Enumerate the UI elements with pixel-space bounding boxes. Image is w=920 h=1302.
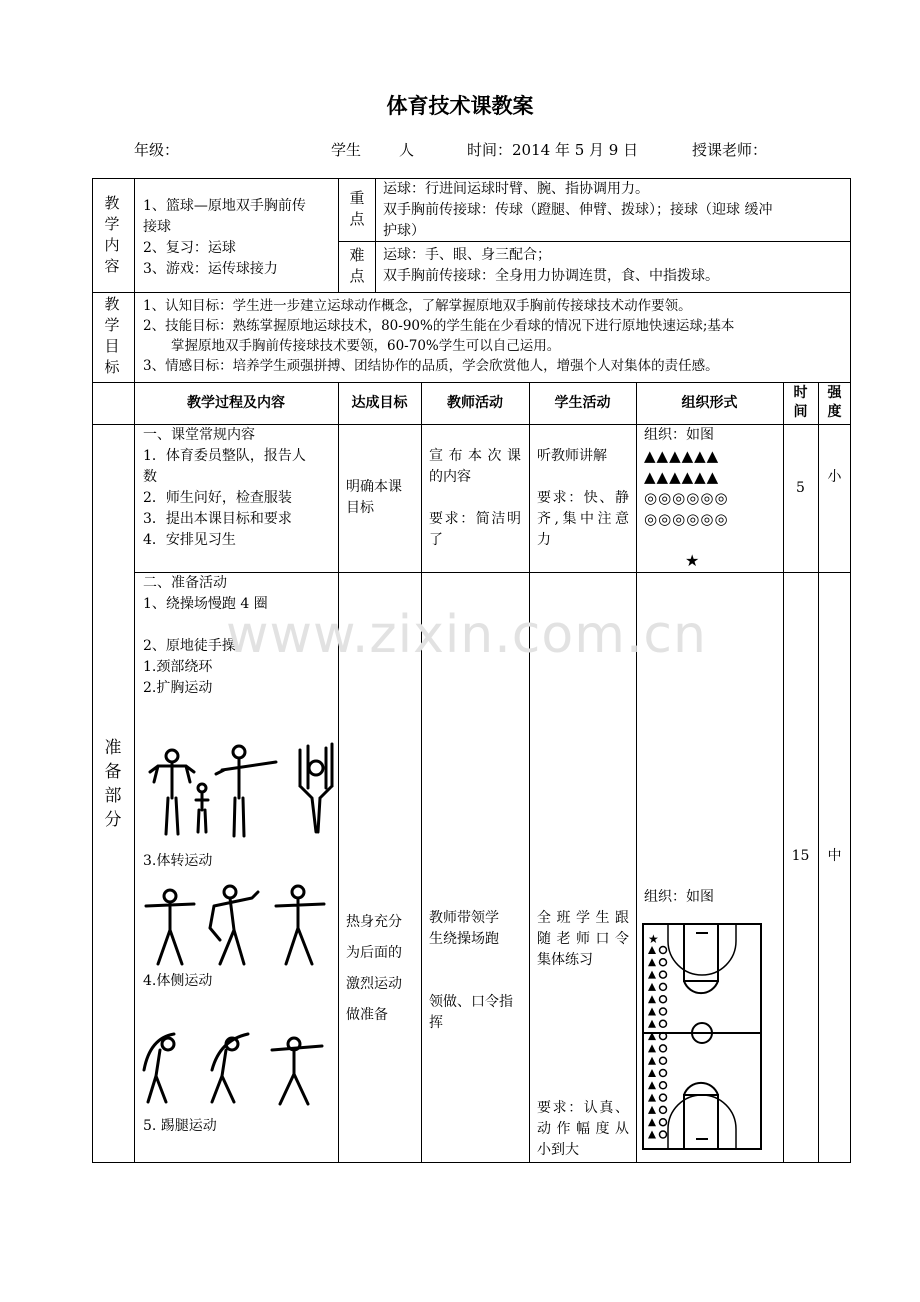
step-side-bend: 4.体侧运动 bbox=[143, 973, 213, 989]
header-time: 时 间 bbox=[793, 385, 808, 420]
warmup-student: 全班学生跟 随老师口令 集体练习 bbox=[537, 910, 629, 968]
player-circle-icon bbox=[660, 959, 667, 966]
player-triangle-icon bbox=[648, 1106, 656, 1114]
rule bbox=[134, 178, 135, 1163]
objectives-text: 1、认知目标：学生进一步建立运球动作概念，了解掌握原地双手胸前传接球技术动作要领。 2、技能目标：熟练掌握原地运球技术，80-90%的学生能在少看球的情况下进行原地快速运球;基本 掌握原地双手胸前传接球技术要领，60-70%学生可以自己运用。 3、情感目标：培养学生顽强拼搏、团结协作的品质，学会欣赏他人，增强个人对集体的责任感。 bbox=[143, 298, 735, 374]
warmup-process: 二、准备活动 1、绕操场慢跑 4 圈 2、原地徒手操 1.颈部绕环 2.扩胸运动 bbox=[143, 575, 268, 696]
teacher-star-icon: ★ bbox=[685, 551, 700, 570]
content-label: 教 学 内 容 bbox=[104, 194, 120, 275]
content-items: 1、篮球—原地双手胸前传 接球 2、复习：运球 3、游戏：运传球接力 bbox=[143, 198, 306, 277]
prep-section-label: 准 备 部 分 bbox=[104, 738, 122, 830]
player-circle-icon bbox=[660, 1057, 667, 1064]
player-triangle-icon bbox=[648, 995, 656, 1003]
circle-row: ◎◎◎◎◎◎ bbox=[644, 489, 729, 507]
player-triangle-icon bbox=[648, 983, 656, 991]
player-circle-icon bbox=[660, 1131, 667, 1138]
key-points-text: 运球：行进间运球时臂、腕、指协调用力。 双手胸前传接球：传球（蹬腿、伸臂、拨球）；接球（迎球 缓冲 护球） bbox=[383, 181, 773, 239]
routine-process: 一、课堂常规内容 1．体育委员整队，报告人 数 2．师生问好，检查服装 3．提出本课目标和要求 4．安排见习生 bbox=[143, 427, 306, 548]
routine-org: 组织：如图 ▲▲▲▲▲▲ ▲▲▲▲▲▲ ◎◎◎◎◎◎ ◎◎◎◎◎◎ bbox=[644, 427, 729, 528]
triangle-row: ▲▲▲▲▲▲ bbox=[644, 468, 720, 486]
step-leg-kick: 5. 踢腿运动 bbox=[143, 1118, 217, 1134]
chest-expansion-figures bbox=[140, 738, 340, 838]
routine-goal: 明确本课 目标 bbox=[346, 479, 402, 516]
basketball-court-diagram bbox=[640, 921, 766, 1153]
routine-student: 听教师讲解 要求：快、静 齐,集中注意 力 bbox=[537, 448, 629, 548]
warmup-teacher: 教师带领学 生绕操场跑 领做、口令指 挥 bbox=[429, 910, 513, 1031]
trunk-twist-figures bbox=[140, 882, 340, 972]
side-bend-figures bbox=[140, 1030, 340, 1110]
difficult-points-label: 难 点 bbox=[349, 246, 365, 285]
header-intensity: 强 度 bbox=[827, 385, 842, 420]
header-goal: 达成目标 bbox=[351, 395, 408, 411]
player-circle-icon bbox=[660, 1045, 667, 1052]
warmup-student-requirement: 要求：认真、 动作幅度从 小到大 bbox=[537, 1100, 629, 1158]
player-circle-icon bbox=[660, 947, 667, 954]
key-points-label: 重 点 bbox=[349, 189, 365, 228]
step-trunk-twist: 3.体转运动 bbox=[143, 853, 213, 869]
circle-row: ◎◎◎◎◎◎ bbox=[644, 510, 729, 528]
player-circle-icon bbox=[660, 971, 667, 978]
rule bbox=[783, 382, 784, 1163]
rule bbox=[636, 382, 637, 1163]
player-triangle-icon bbox=[648, 1020, 656, 1028]
triangle-row: ▲▲▲▲▲▲ bbox=[644, 447, 720, 465]
objectives-label: 教 学 目 标 bbox=[104, 295, 120, 376]
teacher-star-icon: ★ bbox=[648, 932, 659, 946]
rule bbox=[818, 382, 819, 1163]
routine-teacher: 宣布本次课 的内容 要求：简洁明 了 bbox=[429, 448, 521, 548]
students-label: 学生 bbox=[331, 141, 362, 159]
player-triangle-icon bbox=[648, 958, 656, 966]
player-circle-icon bbox=[660, 983, 667, 990]
rule bbox=[529, 382, 530, 1163]
player-circle-icon bbox=[660, 1020, 667, 1027]
player-triangle-icon bbox=[648, 1094, 656, 1102]
player-circle-icon bbox=[660, 1082, 667, 1089]
rule bbox=[92, 382, 851, 383]
routine-time: 5 bbox=[796, 480, 805, 496]
teacher-label: 授课老师： bbox=[692, 141, 768, 159]
difficult-points-text: 运球：手、眼、身三配合； 双手胸前传接球：全身用力协调连贯，食、中指拨球。 bbox=[383, 247, 719, 284]
player-circle-icon bbox=[660, 1070, 667, 1077]
watermark: www.zixin.com.cn bbox=[226, 605, 707, 665]
warmup-org-title: 组织：如图 bbox=[644, 889, 714, 905]
player-triangle-icon bbox=[648, 1069, 656, 1077]
player-triangle-icon bbox=[648, 1131, 656, 1139]
player-circle-icon bbox=[660, 1119, 667, 1126]
header-teacher: 教师活动 bbox=[447, 395, 503, 411]
player-triangle-icon bbox=[648, 1044, 656, 1052]
date-label: 时间：2014 年 5 月 9 日 bbox=[467, 141, 639, 159]
grade-label: 年级： bbox=[134, 141, 180, 159]
students-unit: 人 bbox=[399, 141, 415, 159]
player-triangle-icon bbox=[648, 971, 656, 979]
warmup-time: 15 bbox=[791, 848, 810, 864]
player-circle-icon bbox=[660, 996, 667, 1003]
player-circle-icon bbox=[660, 1008, 667, 1015]
player-triangle-icon bbox=[648, 1057, 656, 1065]
rule bbox=[92, 292, 851, 293]
player-triangle-icon bbox=[648, 946, 656, 954]
player-formation bbox=[648, 946, 667, 1139]
page-title: 体育技术课教案 bbox=[386, 94, 534, 118]
header-process: 教学过程及内容 bbox=[187, 395, 285, 411]
header-org: 组织形式 bbox=[681, 395, 738, 411]
player-circle-icon bbox=[660, 1106, 667, 1113]
player-triangle-icon bbox=[648, 1008, 656, 1016]
warmup-intensity: 中 bbox=[827, 848, 842, 864]
warmup-goal: 热身充分 为后面的 激烈运动 做准备 bbox=[346, 914, 402, 1023]
header-student: 学生活动 bbox=[554, 395, 611, 411]
routine-intensity: 小 bbox=[827, 469, 842, 485]
player-triangle-icon bbox=[648, 1118, 656, 1126]
rule bbox=[421, 382, 422, 1163]
player-circle-icon bbox=[660, 1094, 667, 1101]
player-triangle-icon bbox=[648, 1081, 656, 1089]
